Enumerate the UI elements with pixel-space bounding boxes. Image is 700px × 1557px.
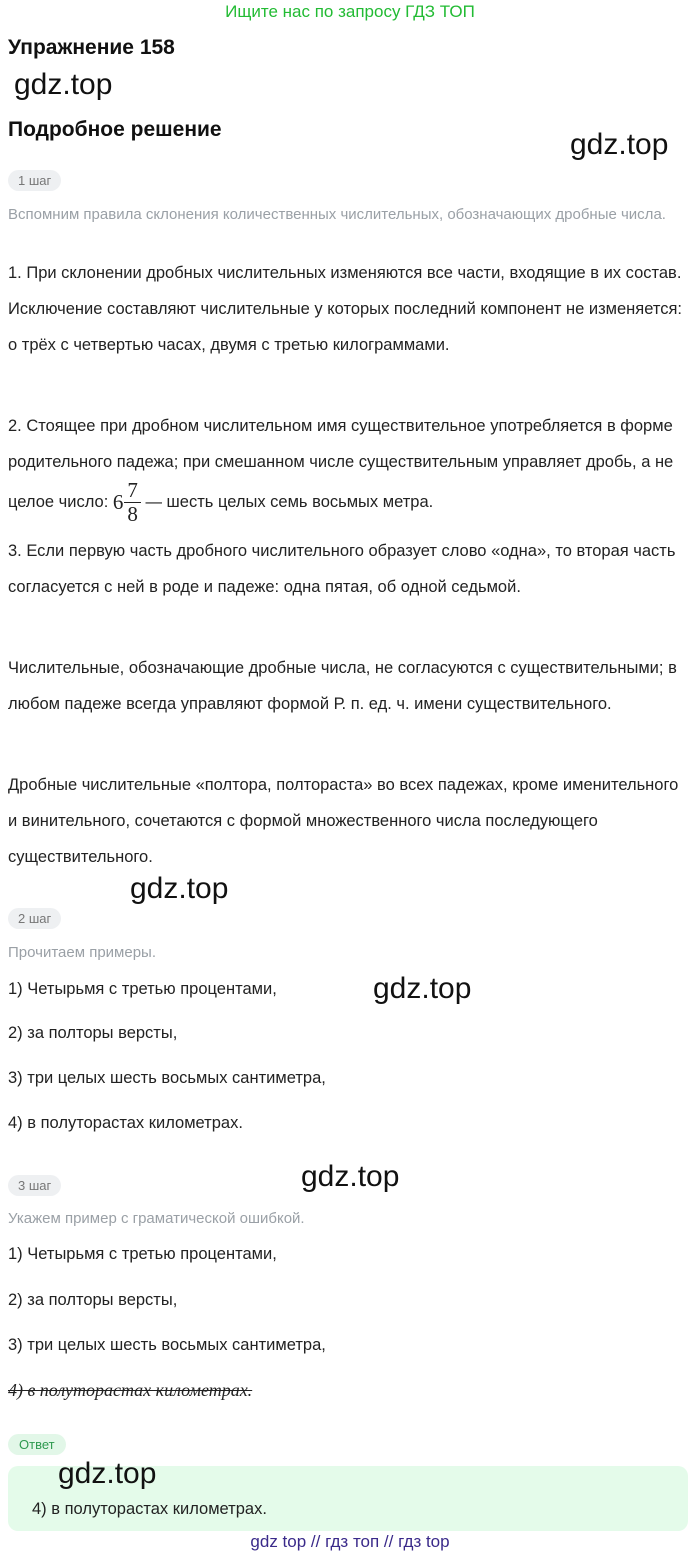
- step-badge-3: 3 шаг: [8, 1175, 61, 1196]
- watermark: gdz.top: [301, 1160, 400, 1193]
- fraction-denominator: 8: [127, 502, 138, 526]
- rule-2-tail: — шесть целых семь восьмых метра.: [140, 492, 434, 511]
- exercise-title: Упражнение 158: [8, 36, 175, 59]
- list-item: 2) за полторы версты,: [8, 1291, 178, 1309]
- rule-1: 1. При склонении дробных числительных изменяются все части, входящие в их состав. Исключение составляют числительные у которых последний компонент не изменяется: о трёх с четвертью часах, двумя с третью килограммами.: [8, 264, 682, 354]
- search-banner: Ищите нас по запросу ГДЗ ТОП: [225, 2, 475, 21]
- fraction-whole: 6: [112, 490, 124, 514]
- answer-text: 4) в полуторастах километрах.: [32, 1500, 267, 1518]
- watermark: gdz.top: [14, 68, 113, 101]
- rule-2-text: 2. Стоящее при дробном числительном имя существительное употребляется в форме родительного падежа; при смешанном числе существительным управляет дробь, а не целое число:: [8, 417, 674, 511]
- step-3-intro: Укажем пример с граматической ошибкой.: [8, 1210, 305, 1227]
- rule-5: Дробные числительные «полтора, полтораста» во всех падежах, кроме именительного и винительного, сочетаются с формой множественного числа последующего существительного.: [8, 776, 679, 866]
- step-badge-1: 1 шаг: [8, 170, 61, 191]
- mixed-fraction: [113, 480, 141, 525]
- list-item: 4) в полуторастах километрах.: [8, 1114, 243, 1132]
- rule-3: 3. Если первую часть дробного числительного образует слово «одна», то вторая часть согласуется с ней в роде и падеже: одна пятая, об одной седьмой.: [8, 542, 676, 596]
- list-item: 3) три целых шесть восьмых сантиметра,: [8, 1336, 326, 1354]
- watermark: gdz.top: [570, 128, 669, 161]
- step-badge-2: 2 шаг: [8, 908, 61, 929]
- step-2-intro: Прочитаем примеры.: [8, 944, 156, 961]
- solution-title: Подробное решение: [8, 118, 222, 141]
- fraction-numerator: 7: [124, 480, 141, 503]
- list-item: 1) Четырьмя с третью процентами,: [8, 1245, 277, 1263]
- answer-badge: Ответ: [8, 1434, 66, 1455]
- list-item: 2) за полторы версты,: [8, 1024, 178, 1042]
- watermark: gdz.top: [373, 972, 472, 1005]
- rule-2: [8, 408, 692, 525]
- rule-4: Числительные, обозначающие дробные числа, не согласуются с существительными; в любом падеже всегда управляют формой Р. п. ед. ч. имени существительного.: [8, 659, 677, 713]
- step-1-intro: Вспомним правила склонения количественных числительных, обозначающих дробные числа.: [8, 206, 666, 223]
- watermark: gdz.top: [58, 1457, 157, 1490]
- struck-out-item: 4) в полуторастах километрах.: [8, 1380, 253, 1400]
- watermark: gdz.top: [130, 872, 229, 905]
- list-item: 1) Четырьмя с третью процентами,: [8, 980, 277, 998]
- footer-links: gdz top // гдз топ // гдз top: [250, 1532, 450, 1551]
- list-item: 3) три целых шесть восьмых сантиметра,: [8, 1069, 326, 1087]
